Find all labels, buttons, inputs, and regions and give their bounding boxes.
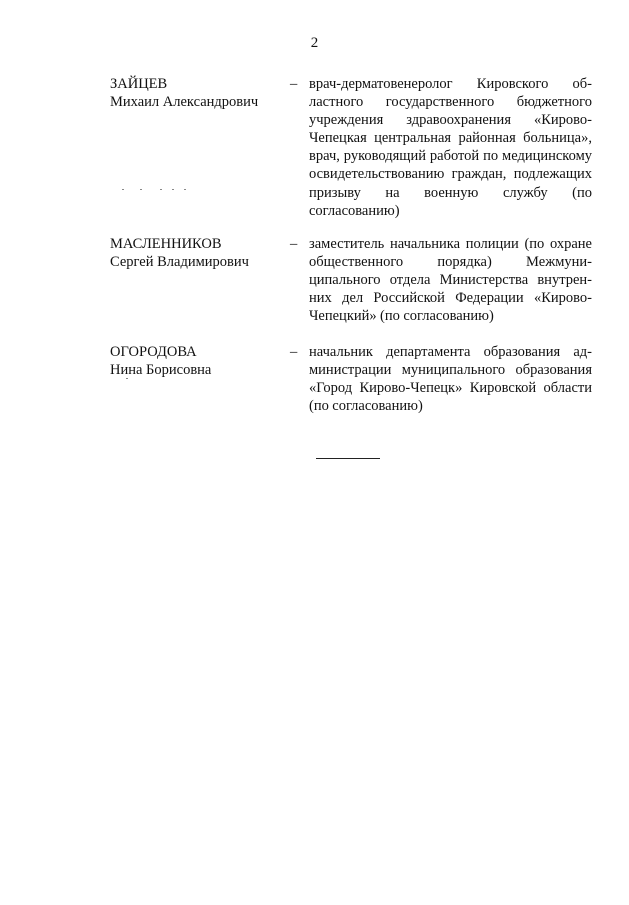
member-surname: ОГОРОДОВА (110, 344, 197, 360)
scan-speck (172, 189, 174, 190)
member-given-names: Сергей Владимирович (110, 254, 249, 270)
member-surname: ЗАЙЦЕВ (110, 76, 168, 92)
scan-speck (140, 189, 142, 190)
member-name (110, 75, 280, 111)
scan-speck (184, 189, 186, 190)
scan-speck (126, 378, 128, 379)
member-given-names: Нина Борисовна (110, 362, 212, 378)
member-name (110, 235, 280, 271)
member-surname: МАСЛЕННИКОВ (110, 236, 222, 252)
scan-speck (160, 189, 162, 190)
page-number: 2 (310, 35, 319, 51)
entry-dash: – (290, 76, 298, 92)
entry-dash: – (290, 236, 298, 252)
member-role: начальник департамента образования администрации муниципального образования «Город Кирово-Чепецк» Кировской области (по согласованию) (309, 344, 592, 415)
member-given-names: Михаил Александрович (110, 94, 259, 110)
member-name (110, 343, 280, 379)
entry-dash: – (290, 344, 298, 360)
end-of-list-rule (316, 458, 380, 459)
member-role: врач-дерматовенеролог Кировского областного государственного бюджетного учреждения здравоохранения «Кирово-Чепецкая центральная районная больница», врач, руководящий работой по медицинскому освидетельствованию граждан, подлежащих призыву на военную службу (по согласованию) (309, 76, 592, 219)
member-role: заместитель начальника полиции (по охране общественного порядка) Межмуниципального отдела Министерства внутренних дел Российской Федерации «Кирово-Чепецкий» (по согласованию) (309, 236, 592, 325)
scan-speck (122, 189, 124, 190)
